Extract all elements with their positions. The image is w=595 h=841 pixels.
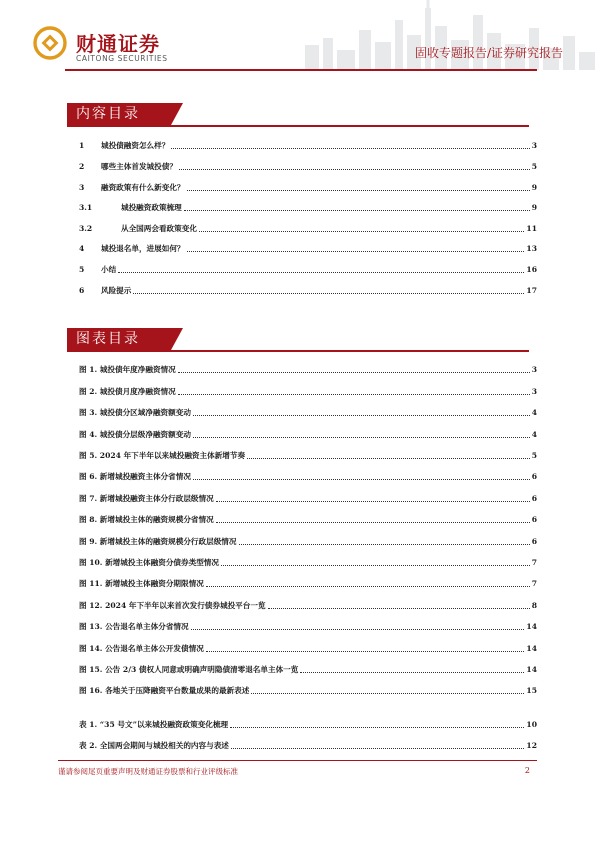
toc-item-title: 哪些主体首发城投债？ — [101, 162, 177, 171]
figures-heading-banner — [67, 328, 529, 352]
table-item[interactable] — [79, 740, 537, 752]
figure-item-page: 14 — [526, 644, 537, 653]
toc-item-page: 16 — [526, 265, 537, 274]
figure-item-title: 图 7. 新增城投融资主体分行政层级情况 — [79, 494, 214, 503]
figure-item-title: 图 1. 城投债年度净融资情况 — [79, 365, 176, 374]
toc-item-title: 融资政策有什么新变化？ — [101, 183, 185, 192]
figure-item-title: 图 16. 各地关于压降融资平台数量成果的最新表述 — [79, 686, 250, 695]
table-item-title: 表 2. 全国两会期间与城投相关的内容与表述 — [79, 741, 229, 750]
toc-item-number: 1 — [79, 141, 85, 150]
toc-item-page: 9 — [531, 183, 537, 192]
dot-leader — [300, 672, 524, 673]
dot-leader — [221, 565, 530, 566]
toc-item-page: 9 — [531, 203, 537, 212]
toc-item-title: 风险提示 — [101, 286, 132, 295]
dot-leader — [187, 251, 525, 252]
figures-heading: 图表目录 — [67, 328, 171, 350]
figure-item[interactable] — [79, 407, 537, 419]
dot-leader — [193, 437, 530, 438]
dot-leader — [193, 415, 530, 416]
toc-item-number: 5 — [79, 265, 85, 274]
dot-leader — [178, 372, 530, 373]
figure-item[interactable] — [79, 578, 537, 590]
figure-item-page: 15 — [526, 686, 537, 695]
toc-item-title: 城投融资政策梳理 — [121, 203, 182, 212]
figure-item-page: 5 — [531, 451, 537, 460]
figure-item[interactable] — [79, 557, 537, 569]
figure-item-title: 图 4. 城投债分层级净融资额变动 — [79, 430, 191, 439]
toc-item-number: 4 — [79, 244, 85, 253]
figure-item-page: 14 — [526, 665, 537, 674]
toc-item[interactable] — [79, 182, 537, 194]
dot-leader — [206, 651, 525, 652]
toc-item-title: 城投退名单，进展如何？ — [101, 244, 185, 253]
toc-item-number: 2 — [79, 162, 85, 171]
toc-item-page: 17 — [526, 286, 537, 295]
figure-item-title: 图 10. 新增城投主体融资分债券类型情况 — [79, 558, 219, 567]
figure-item-page: 4 — [531, 430, 537, 439]
figure-item-title: 图 3. 城投债分区域净融资额变动 — [79, 408, 191, 417]
figure-item[interactable] — [79, 493, 537, 505]
toc-item[interactable] — [79, 140, 537, 152]
figure-item-page: 8 — [531, 601, 537, 610]
figure-item-page: 4 — [531, 408, 537, 417]
figure-item-page: 3 — [531, 365, 537, 374]
toc-item-number: 3 — [79, 183, 85, 192]
footer-divider — [58, 760, 537, 761]
figure-item[interactable] — [79, 471, 537, 483]
figure-item[interactable] — [79, 643, 537, 655]
figure-item-title: 图 12. 2024 年下半年以来首次发行债券城投平台一览 — [79, 601, 266, 610]
figure-item[interactable] — [79, 450, 537, 462]
dot-leader — [178, 394, 530, 395]
table-item-page: 10 — [526, 720, 537, 729]
figure-item-title: 图 6. 新增城投融资主体分省情况 — [79, 472, 191, 481]
toc-item-page: 5 — [531, 162, 537, 171]
toc-item-number: 3.1 — [79, 203, 93, 212]
toc-item-page: 3 — [531, 141, 537, 150]
toc-heading-banner — [67, 103, 529, 127]
dot-leader — [179, 169, 530, 170]
figure-item-title: 图 8. 新增城投主体的融资规模分省情况 — [79, 515, 214, 524]
figure-item[interactable] — [79, 621, 537, 633]
footer-disclaimer: 谨请参阅尾页重要声明及财通证券股票和行业评级标准 — [58, 767, 238, 776]
toc-item[interactable] — [79, 285, 537, 297]
figure-item[interactable] — [79, 664, 537, 676]
toc-item[interactable] — [79, 161, 537, 173]
figure-item-title: 图 13. 公告退名单主体分省情况 — [79, 622, 189, 631]
figure-item-title: 图 9. 新增城投主体的融资规模分行政层级情况 — [79, 537, 237, 546]
dot-leader — [187, 190, 530, 191]
dot-leader — [191, 629, 525, 630]
dot-leader — [239, 544, 530, 545]
caitong-logo-icon — [33, 26, 67, 60]
toc-item[interactable] — [79, 243, 537, 255]
dot-leader — [133, 293, 524, 294]
dot-leader — [251, 693, 524, 694]
toc-item-title: 从全国两会看政策变化 — [121, 224, 197, 233]
figure-item[interactable] — [79, 429, 537, 441]
report-type: 固收专题报告/证券研究报告 — [414, 46, 563, 60]
figure-item-page: 6 — [531, 494, 537, 503]
figure-item-title: 图 15. 公告 2/3 债权人同意或明确声明隐债清零退名单主体一览 — [79, 665, 299, 674]
brand-name-en: CAITONG SECURITIES — [76, 54, 168, 63]
toc-item-page: 13 — [526, 244, 537, 253]
figure-item-page: 6 — [531, 472, 537, 481]
toc-item-title: 城投债融资怎么样？ — [101, 141, 170, 150]
toc-subitem[interactable] — [79, 202, 537, 214]
figure-item[interactable] — [79, 386, 537, 398]
table-item-page: 12 — [526, 741, 537, 750]
dot-leader — [184, 210, 530, 211]
dot-leader — [206, 586, 530, 587]
dot-leader — [216, 501, 530, 502]
dot-leader — [230, 727, 524, 728]
dot-leader — [247, 458, 530, 459]
dot-leader — [199, 231, 524, 232]
page-number: 2 — [524, 766, 530, 775]
figure-item-page: 7 — [531, 579, 537, 588]
table-item[interactable] — [79, 719, 537, 731]
toc-heading: 内容目录 — [67, 103, 171, 125]
dot-leader — [268, 608, 530, 609]
dot-leader — [231, 748, 525, 749]
brand-name-cn: 财通证券 — [76, 32, 160, 56]
header-divider — [65, 69, 537, 71]
figure-item-page: 3 — [531, 387, 537, 396]
dot-leader — [216, 522, 530, 523]
toc-item-number: 6 — [79, 286, 85, 295]
figure-item-title: 图 2. 城投债月度净融资情况 — [79, 387, 176, 396]
figure-item-title: 图 11. 新增城投主体融资分期限情况 — [79, 579, 204, 588]
figure-item-title: 图 14. 公告退名单主体公开发债情况 — [79, 644, 204, 653]
figure-item-page: 6 — [531, 515, 537, 524]
dot-leader — [171, 148, 529, 149]
figure-item[interactable] — [79, 364, 537, 376]
toc-item[interactable] — [79, 264, 537, 276]
figure-item-page: 14 — [526, 622, 537, 631]
figure-item[interactable] — [79, 514, 537, 526]
figure-item[interactable] — [79, 600, 537, 612]
figure-item[interactable] — [79, 685, 537, 697]
figure-item-page: 6 — [531, 537, 537, 546]
table-item-title: 表 1. “35 号文”以来城投融资政策变化梳理 — [79, 720, 229, 729]
figure-item-title: 图 5. 2024 年下半年以来城投融资主体新增节奏 — [79, 451, 246, 460]
figure-item[interactable] — [79, 536, 537, 548]
figure-item-page: 7 — [531, 558, 537, 567]
dot-leader — [193, 479, 530, 480]
toc-subitem[interactable] — [79, 223, 537, 235]
dot-leader — [118, 272, 524, 273]
toc-item-page: 11 — [526, 224, 537, 233]
toc-item-number: 3.2 — [79, 224, 93, 233]
page-header — [0, 0, 595, 92]
toc-item-title: 小结 — [101, 265, 117, 274]
